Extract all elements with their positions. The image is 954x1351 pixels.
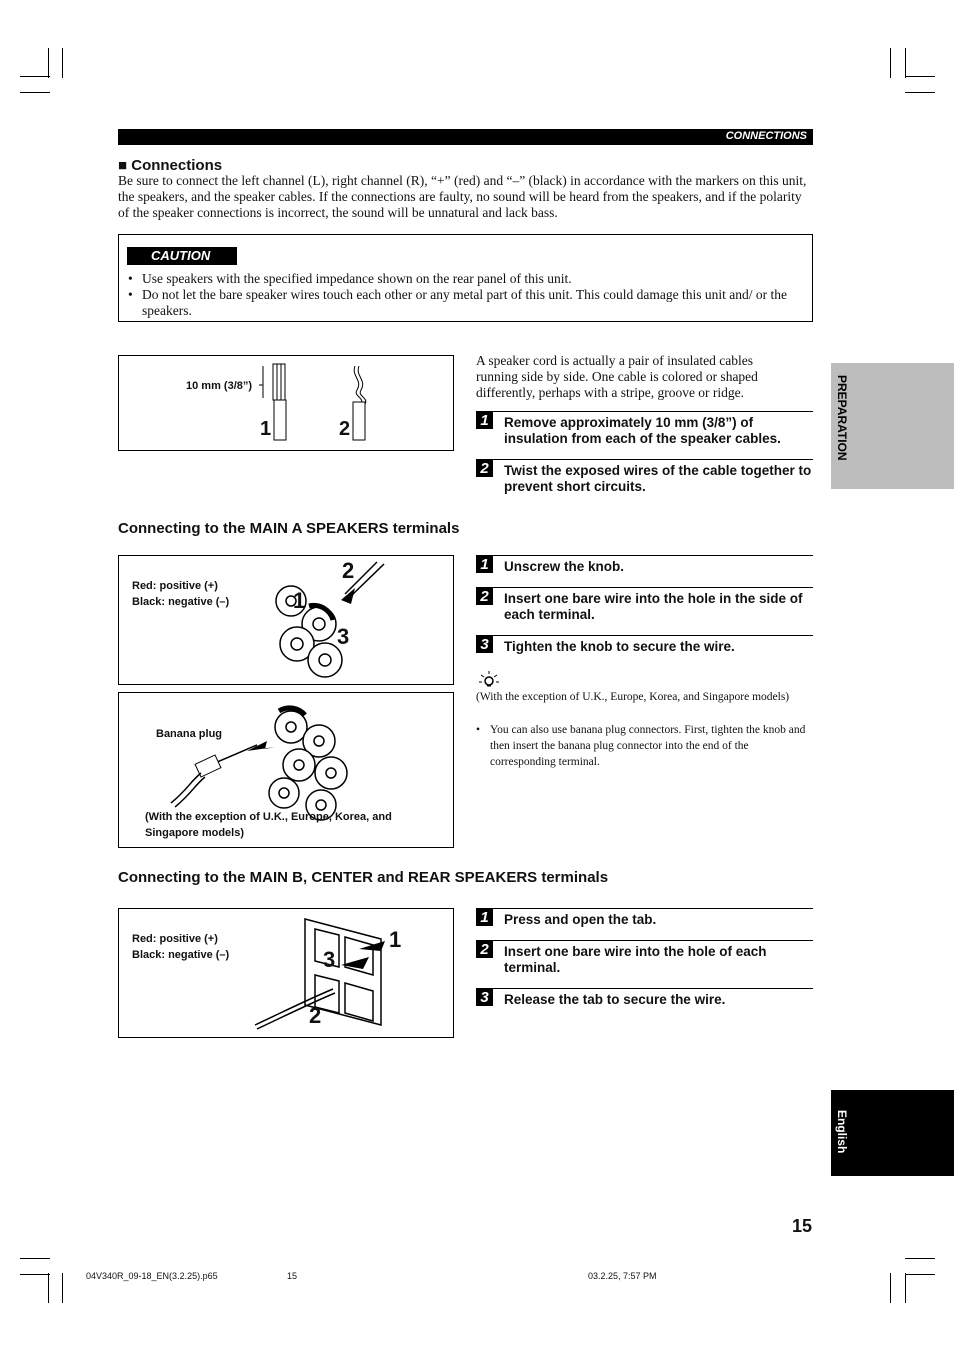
red-positive-label: Red: positive (+) bbox=[132, 933, 218, 945]
main-a-terminal-figure bbox=[118, 555, 454, 685]
cable-step bbox=[476, 459, 813, 500]
figure-step-1: 1 bbox=[389, 927, 402, 952]
section-header-label: CONNECTIONS bbox=[725, 130, 807, 142]
figure-step-3: 3 bbox=[323, 947, 336, 972]
caution-item: • Use speakers with the specified impedance shown on the rear panel of this unit. bbox=[128, 271, 572, 286]
step-text: Press and open the tab. bbox=[504, 912, 657, 927]
step-text: Release the tab to secure the wire. bbox=[504, 992, 726, 1007]
step-text: Insert one bare wire into the hole in the side of each terminal. bbox=[504, 591, 803, 622]
step-text: Remove approximately 10 mm (3/8”) of insulation from each of the speaker cables. bbox=[504, 415, 781, 446]
step-text: Twist the exposed wires of the cable together to prevent short circuits. bbox=[504, 463, 812, 494]
banana-plug-label: Banana plug bbox=[156, 728, 223, 740]
measure-label: 10 mm (3/8”) bbox=[186, 380, 253, 392]
cable-step bbox=[476, 411, 813, 456]
main-b-step bbox=[476, 988, 813, 1017]
caution-box bbox=[118, 234, 813, 322]
step-number: 2 bbox=[476, 941, 493, 958]
figure-step-2: 2 bbox=[339, 418, 351, 440]
lightbulb-icon bbox=[478, 670, 500, 690]
step-number: 1 bbox=[476, 412, 493, 429]
crop-mark bbox=[905, 1274, 935, 1275]
connections-intro: Be sure to connect the left channel (L), right channel (R), “+” (red) and “–” (black) in accordance with the markers on this unit, the speakers, and the speaker cables. If the connections are faulty, no sound will be heard from the speakers, and if the polarity of the speaker connections is incorrect, the sound will be unnatural and lack bass. bbox=[118, 173, 807, 220]
language-tab bbox=[831, 1090, 954, 1176]
main-a-step bbox=[476, 635, 813, 664]
step-number: 1 bbox=[476, 556, 493, 573]
crop-mark bbox=[62, 48, 63, 78]
figure-step-1: 1 bbox=[260, 418, 272, 440]
step-text: Unscrew the knob. bbox=[504, 559, 625, 574]
crop-mark bbox=[890, 48, 891, 78]
language-tab-label: English bbox=[835, 1110, 849, 1154]
footer-date: 03.2.25, 7:57 PM bbox=[588, 1271, 657, 1281]
banana-plug-figure bbox=[118, 692, 454, 848]
spring-terminal-diagram bbox=[119, 909, 453, 1037]
crop-mark bbox=[62, 1273, 63, 1303]
step-number: 2 bbox=[476, 588, 493, 605]
crop-mark bbox=[905, 92, 935, 93]
caution-item: • Do not let the bare speaker wires touch each other or any metal part of this unit. This could damage this unit and/ or the speakers. bbox=[128, 287, 787, 318]
section-header-bar bbox=[118, 129, 813, 145]
tip-condition: (With the exception of U.K., Europe, Korea, and Singapore models) bbox=[476, 691, 790, 703]
cable-diagram bbox=[119, 356, 453, 450]
main-b-terminal-figure bbox=[118, 908, 454, 1038]
square-bullet-icon: ■ bbox=[118, 157, 128, 174]
tip-bullet: • You can also use banana plug connectors. First, tighten the knob and then insert the banana plug connector into the end of the corresponding terminal. bbox=[476, 724, 806, 768]
figure-step-1: 1 bbox=[293, 588, 306, 613]
figure-step-2: 2 bbox=[342, 558, 355, 583]
step-number: 1 bbox=[476, 909, 493, 926]
step-text: Tighten the knob to secure the wire. bbox=[504, 639, 735, 654]
black-negative-label: Black: negative (–) bbox=[132, 596, 230, 608]
cable-strip-figure bbox=[118, 355, 454, 451]
crop-mark bbox=[20, 92, 50, 93]
connections-title: Connections bbox=[131, 157, 223, 174]
banana-plug-note: (With the exception of U.K., Europe, Korea, and Singapore models) bbox=[145, 811, 392, 839]
crop-mark bbox=[890, 1273, 891, 1303]
main-a-heading: Connecting to the MAIN A SPEAKERS terminals bbox=[118, 520, 460, 537]
crop-mark bbox=[905, 1273, 906, 1303]
footer-page: 15 bbox=[287, 1271, 298, 1281]
step-number: 3 bbox=[476, 636, 493, 653]
main-b-heading: Connecting to the MAIN B, CENTER and REAR SPEAKERS terminals bbox=[118, 869, 609, 886]
crop-mark bbox=[20, 1274, 50, 1275]
connections-heading bbox=[118, 157, 222, 174]
black-negative-label: Black: negative (–) bbox=[132, 949, 230, 961]
step-number: 2 bbox=[476, 460, 493, 477]
binding-post-diagram bbox=[119, 556, 453, 684]
caution-label: CAUTION bbox=[127, 247, 237, 265]
crop-mark bbox=[905, 76, 935, 77]
crop-mark bbox=[48, 1273, 49, 1303]
crop-mark bbox=[20, 76, 50, 77]
crop-mark bbox=[20, 1258, 50, 1259]
footer-file: 04V340R_09-18_EN(3.2.25).p65 bbox=[86, 1271, 218, 1281]
figure-step-2: 2 bbox=[309, 1003, 322, 1028]
main-a-step bbox=[476, 587, 813, 632]
page-number: 15 bbox=[792, 1216, 813, 1236]
cable-description: A speaker cord is actually a pair of insulated cables running side by side. One cable is colored or shaped differently, perhaps with a stripe, groove or ridge. bbox=[476, 353, 758, 400]
preparation-tab bbox=[831, 363, 954, 489]
crop-mark bbox=[48, 48, 49, 78]
main-b-step bbox=[476, 908, 813, 937]
main-b-step bbox=[476, 940, 813, 985]
crop-mark bbox=[905, 1258, 935, 1259]
step-number: 3 bbox=[476, 989, 493, 1006]
crop-mark bbox=[905, 48, 906, 78]
main-a-step bbox=[476, 555, 813, 584]
preparation-tab-label: PREPARATION bbox=[835, 375, 849, 461]
red-positive-label: Red: positive (+) bbox=[132, 580, 218, 592]
step-text: Insert one bare wire into the hole of each terminal. bbox=[504, 944, 767, 975]
figure-step-3: 3 bbox=[337, 624, 350, 649]
